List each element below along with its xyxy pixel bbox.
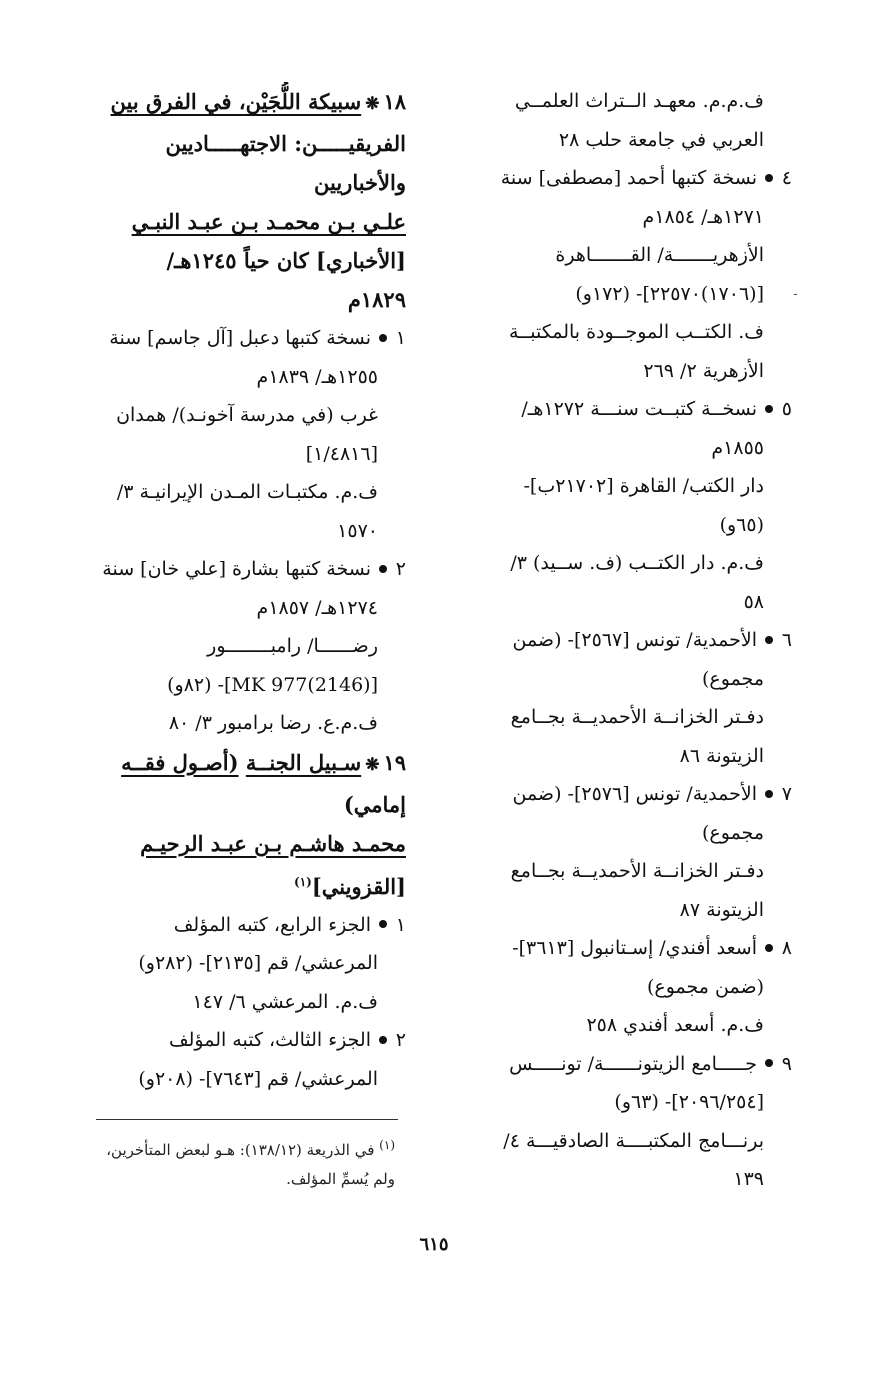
- text-line: ف. الكتــب الموجــودة بالمكتبــة: [508, 321, 764, 343]
- item-text: نسخــة كتبــت سنـــة ١٢٧٢هـ/: [521, 398, 757, 420]
- text-line: ١٢٧٤هـ/ ١٨٥٧م: [256, 596, 378, 619]
- text-line: ف.م.م. معهـد الــتراث العلمــي: [514, 90, 764, 112]
- margin-mark: -: [793, 286, 798, 302]
- text-line: [٢٠٩٦/٢٥٤]- (٦٣و): [614, 1091, 764, 1113]
- item-text: الجزء الرابع، كتبه المؤلف: [173, 913, 371, 936]
- text-line: ف.م. مكتبـات المـدن الإيرانيـة ٣/: [116, 481, 378, 503]
- item-text: الأحمدية/ تونس [٢٥٧٦]- (ضمن: [512, 783, 757, 805]
- heading-text: [الأخباري] كان حياً ١٢٤٥هـ/: [166, 248, 406, 273]
- text-line: الزيتونة ٨٧: [679, 898, 764, 921]
- entry-title: سـبيل الجنــة: [245, 749, 362, 775]
- text-line: [١/٤٨١٦]: [305, 442, 378, 465]
- text-line: ١٣٩: [733, 1168, 764, 1190]
- entry-heading: [66, 82, 406, 124]
- text-line: دفـتر الخزانــة الأحمديــة بجــامع: [510, 706, 764, 728]
- bullet-dot-icon: [765, 405, 773, 413]
- text-line: مجموع): [702, 667, 764, 690]
- item-number: ٧: [781, 783, 792, 805]
- item-text: نسخة كتبها بشارة [علي خان] سنة: [102, 558, 371, 580]
- text-line: المرعشي/ قم [٢١٣٥]- (٢٨٢و): [138, 952, 378, 974]
- text-line: ف.م. دار الكتــب (ف. ســيد) ٣/: [510, 552, 764, 574]
- bullet-item: [66, 906, 406, 945]
- footnote-divider: [96, 1119, 398, 1120]
- entry-title: سبيكة اللُّجَيْن، في الفرق بين: [110, 89, 362, 114]
- entry-star-icon: ❋: [365, 94, 380, 114]
- bullet-dot-icon: [379, 920, 387, 928]
- heading-text: إمامي): [343, 791, 406, 817]
- bullet-dot-icon: [765, 636, 773, 644]
- item-number: ١: [395, 913, 406, 936]
- text-line: (ضمن مجموع): [646, 975, 764, 998]
- text-line: العربي في جامعة حلب ٢٨: [558, 128, 764, 151]
- heading-line: [66, 785, 406, 824]
- right-column: [452, 82, 792, 1199]
- text-line: ١٥٧٠: [337, 519, 378, 542]
- bullet-item: [452, 1045, 792, 1084]
- text-line: ف.م.ع. رضا برامبور ٣/ ٨٠: [168, 712, 378, 734]
- entry-heading: [66, 743, 406, 785]
- item-number: ٩: [781, 1052, 792, 1075]
- text-line: ف.م. أسعد أفندي ٢٥٨: [586, 1014, 764, 1036]
- bullet-item: [452, 929, 792, 968]
- footnote: [90, 1131, 395, 1194]
- footnote-line-1: [90, 1131, 395, 1165]
- text-line: برنـــامج المكتبــــة الصادقيـــة ٤/: [503, 1129, 764, 1152]
- text-line: دار الكتب/ القاهرة [٢١٧٠٢ب]-: [523, 475, 764, 497]
- bullet-item: [66, 550, 406, 589]
- bullet-dot-icon: [765, 174, 773, 182]
- footnote-text-1: في الذريعة (١٣٨/١٢): هـو لبعض المتأخرين،: [106, 1141, 375, 1159]
- item-number: ٤: [781, 167, 792, 189]
- item-number: ٦: [781, 629, 792, 651]
- bullet-item: [66, 1021, 406, 1060]
- item-number: ٢: [395, 558, 406, 580]
- bullet-item: [452, 390, 792, 429]
- heading-line: [66, 863, 406, 906]
- entry-subject: (أصـول فقــه: [121, 749, 239, 775]
- author-name: علـي بـن محمـد بـن عبـد النبـي: [131, 209, 406, 234]
- heading-text: [القزويني]: [311, 873, 406, 899]
- item-text: الجزء الثالث، كتبه المؤلف: [168, 1029, 371, 1051]
- bullet-dot-icon: [765, 790, 773, 798]
- entry-star-icon: ❋: [365, 754, 380, 775]
- heading-line: [66, 163, 406, 202]
- bullet-dot-icon: [765, 1059, 773, 1067]
- text-line: غرب (في مدرسة آخونـد)/ همدان: [116, 404, 378, 426]
- bullet-item: [452, 159, 792, 198]
- footnote-ref: (١): [294, 874, 312, 889]
- text-line: دفـتر الخزانــة الأحمديــة بجــامع: [510, 860, 764, 882]
- item-number: ١: [395, 327, 406, 349]
- footnote-line-2: ولم يُسمِّ المؤلف.: [286, 1170, 395, 1188]
- heading-text: ١٨٢٩م: [347, 287, 406, 312]
- text-line: ١٨٥٥م: [711, 436, 764, 459]
- item-number: ٨: [781, 937, 792, 959]
- item-number: ٥: [781, 398, 792, 420]
- text-line: الأزهريـــــــة/ القـــــــاهرة: [555, 244, 764, 266]
- bullet-dot-icon: [379, 565, 387, 573]
- left-column: [66, 82, 406, 1098]
- bullet-dot-icon: [379, 1036, 387, 1044]
- item-text: أسعد أفندي/ إسـتانبول [٣٦١٣]-: [512, 937, 757, 959]
- item-text: جـــــامع الزيتونــــــة/ تونـــــس: [509, 1052, 757, 1075]
- bullet-dot-icon: [765, 944, 773, 952]
- page-number: ٦١٥: [419, 1234, 449, 1255]
- item-text: نسخة كتبها أحمد [مصطفى] سنة: [500, 167, 757, 189]
- text-line: رضــــــا/ رامبــــــــور: [207, 635, 378, 657]
- text-line: ٥٨: [743, 590, 764, 613]
- author-name: محمـد هاشـم بـن عبـد الرحيـم: [140, 830, 406, 856]
- bullet-item: [66, 319, 406, 358]
- text-line: ١٢٧١هـ/ ١٨٥٤م: [642, 205, 764, 228]
- footnote-marker: (١): [379, 1138, 395, 1152]
- heading-line: [66, 124, 406, 163]
- heading-line: [66, 241, 406, 280]
- text-line: [(2146)977 MK]- (٨٢و): [167, 673, 378, 696]
- text-line: ١٢٥٥هـ/ ١٨٣٩م: [256, 365, 378, 388]
- entry-number: ١٩: [383, 749, 406, 775]
- bullet-item: [452, 621, 792, 660]
- item-text: نسخة كتبها دعبل [آل جاسم] سنة: [109, 327, 371, 349]
- heading-text: الفريقيـــــن: الاجتهـــــاديين: [165, 131, 406, 156]
- text-line: المرعشي/ قم [٧٦٤٣]- (٢٠٨و): [138, 1067, 378, 1090]
- text-line: (٦٥و): [719, 513, 764, 536]
- item-number: ٢: [395, 1029, 406, 1051]
- item-text: الأحمدية/ تونس [٢٥٦٧]- (ضمن: [512, 629, 757, 651]
- text-line: مجموع): [702, 821, 764, 844]
- text-line: الزيتونة ٨٦: [679, 744, 764, 767]
- heading-line: [66, 280, 406, 319]
- entry-number: ١٨: [383, 89, 406, 114]
- bullet-dot-icon: [379, 334, 387, 342]
- heading-text: والأخباريين: [314, 170, 406, 195]
- text-line: الأزهرية ٢/ ٢٦٩: [643, 359, 764, 382]
- text-line: ف.م. المرعشي ٦/ ١٤٧: [192, 990, 378, 1013]
- text-line: [(١٧٠٦)٢٢٥٧٠]- (١٧٢و): [575, 282, 764, 305]
- bullet-item: [452, 775, 792, 814]
